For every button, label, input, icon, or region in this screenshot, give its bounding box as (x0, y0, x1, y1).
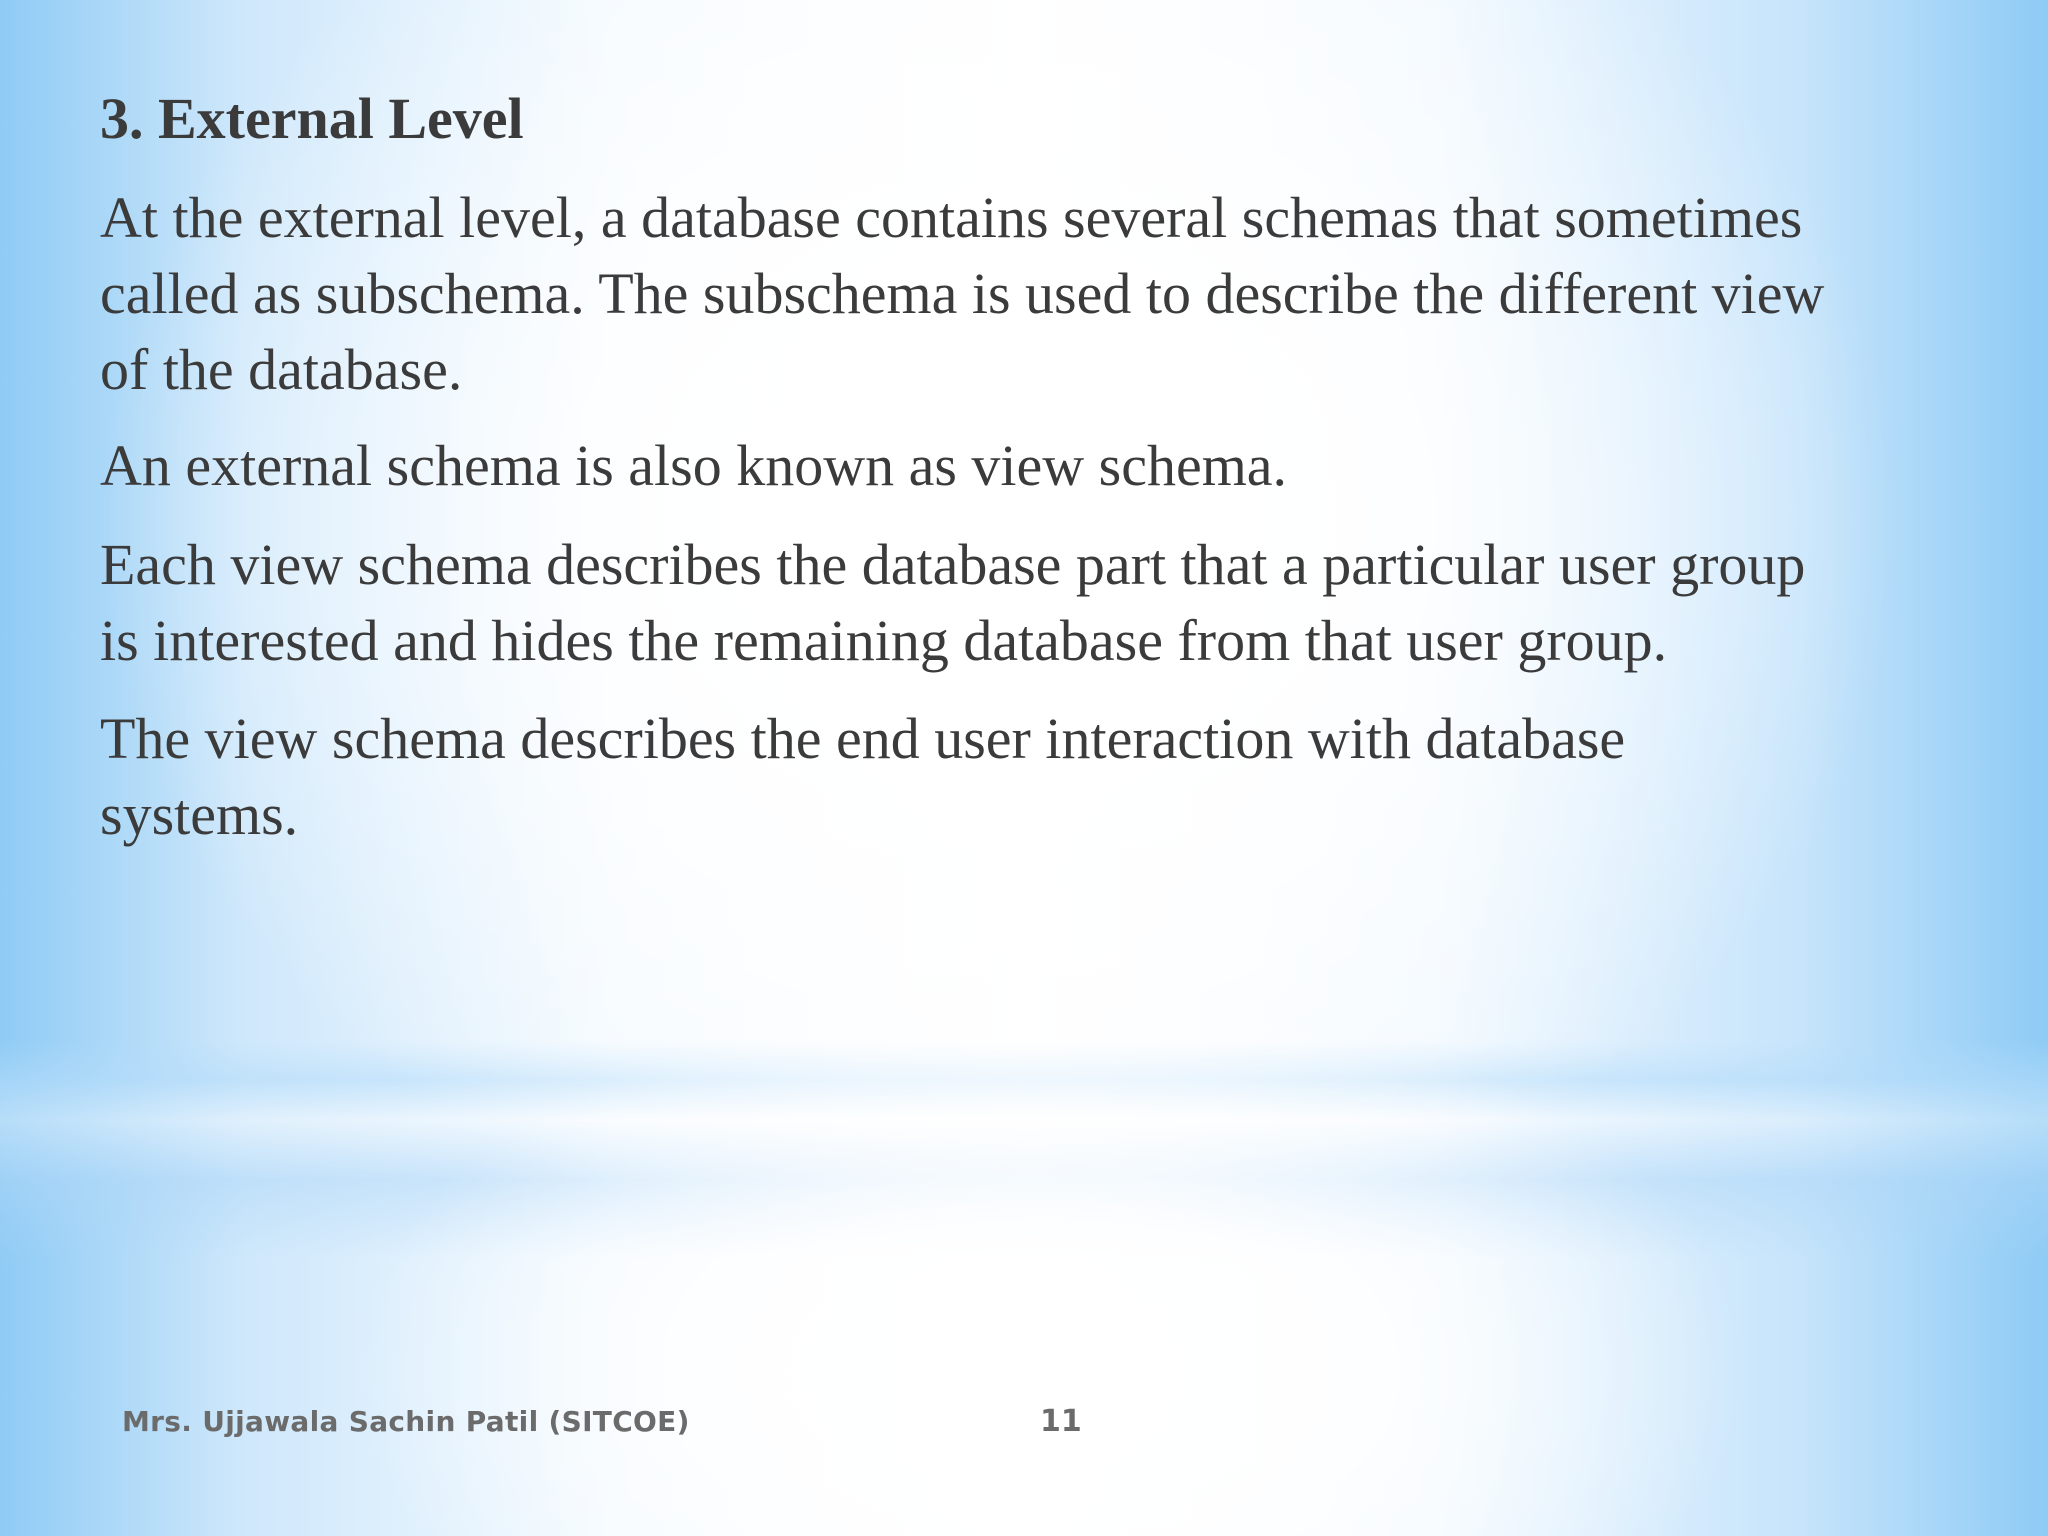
slide-heading: 3. External Level (100, 86, 524, 151)
paragraph-view-schema-alias: An external schema is also known as view schema. (100, 433, 1288, 498)
paragraph-view-schema-user-group: Each view schema describes the database part that a particular user group is interested and hides the remaining database from that user group. (100, 532, 1806, 673)
paragraph-view-schema-interaction: The view schema describes the end user interaction with database systems. (100, 706, 1626, 847)
footer-page-number: 11 (1040, 1404, 1082, 1439)
paragraph-external-level-intro: At the external level, a database contains several schemas that sometimes called as subschema. The subschema is used to describe the different view of the database. (100, 185, 1825, 402)
footer-author: Mrs. Ujjawala Sachin Patil (SITCOE) (122, 1405, 690, 1438)
